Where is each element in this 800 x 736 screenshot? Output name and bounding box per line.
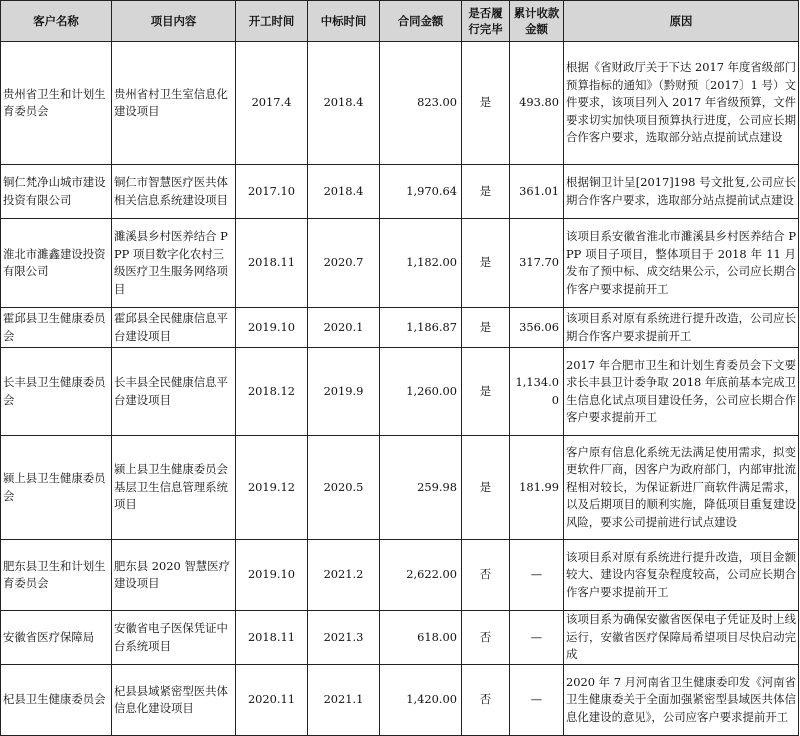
bid-time: 2020.1 — [308, 308, 380, 348]
fulfilled-status: 是 — [462, 308, 510, 348]
contract-amount: 1,420.00 — [380, 665, 462, 736]
reason-text: 该项目系对原有系统进行提升改造，公司应长期合作客户要求提前开工 — [564, 308, 799, 348]
start-time: 2019.10 — [236, 540, 308, 611]
received-amount: 361.01 — [510, 165, 564, 219]
header-contract-amount: 合同金额 — [380, 1, 462, 42]
fulfilled-status: 否 — [462, 540, 510, 611]
header-project: 项目内容 — [112, 1, 236, 42]
reason-text: 该项目系安徽省淮北市濉溪县乡村医养结合 PPP 项目子项目，整体项目于 2018 年 11 月发布了预中标、成交结果公示，公司应长期合作客户要求提前开工 — [564, 219, 799, 308]
table-row — [1, 540, 799, 611]
received-amount: — — [510, 540, 564, 611]
header-customer: 客户名称 — [1, 1, 112, 42]
project-content: 肥东县 2020 智慧医疗建设项目 — [112, 540, 236, 611]
fulfilled-status: 是 — [462, 42, 510, 165]
table-row — [1, 611, 799, 665]
customer-name: 肥东县卫生和计划生育委员会 — [1, 540, 112, 611]
reason-text: 根据铜卫计呈[2017]198 号文批复,公司应长期合作客户要求，选取部分站点提前试点建设 — [564, 165, 799, 219]
header-reason: 原因 — [564, 1, 799, 42]
received-amount: 493.80 — [510, 42, 564, 165]
project-content: 霍邱县全民健康信息平台建设项目 — [112, 308, 236, 348]
header-start-time: 开工时间 — [236, 1, 308, 42]
received-amount: — — [510, 665, 564, 736]
customer-name: 长丰县卫生健康委员会 — [1, 348, 112, 436]
bid-time: 2020.7 — [308, 219, 380, 308]
project-content: 铜仁市智慧医疗医共体相关信息系统建设项目 — [112, 165, 236, 219]
project-content: 贵州省村卫生室信息化建设项目 — [112, 42, 236, 165]
table-row — [1, 308, 799, 348]
start-time: 2018.11 — [236, 611, 308, 665]
received-amount: 181.99 — [510, 436, 564, 540]
reason-text: 2017 年合肥市卫生和计划生育委员会下文要求长丰县卫计委争取 2018 年底前基本完成卫生信息化试点项目建设任务，公司应长期合作客户要求提前开工 — [564, 348, 799, 436]
reason-text: 2020 年 7 月河南省卫生健康委印发《河南省卫生健康委关于全面加强紧密型县域医共体信息化建设的意见》，公司应客户要求提前开工 — [564, 665, 799, 736]
header-bid-time: 中标时间 — [308, 1, 380, 42]
bid-time: 2018.4 — [308, 42, 380, 165]
fulfilled-status: 是 — [462, 219, 510, 308]
received-amount: — — [510, 611, 564, 665]
bid-time: 2020.5 — [308, 436, 380, 540]
reason-text: 客户原有信息化系统无法满足使用需求，拟变更软件厂商，因客户为政府部门，内部审批流程相对较长，为保证新进厂商软件满足需求，以及后期项目的顺利实施，降低项目重复建设风险，要求公司提前进行试点建设 — [564, 436, 799, 540]
start-time: 2018.12 — [236, 348, 308, 436]
bid-time: 2019.9 — [308, 348, 380, 436]
start-time: 2017.4 — [236, 42, 308, 165]
start-time: 2019.12 — [236, 436, 308, 540]
contract-amount: 1,260.00 — [380, 348, 462, 436]
customer-name: 贵州省卫生和计划生育委员会 — [1, 42, 112, 165]
fulfilled-status: 是 — [462, 165, 510, 219]
reason-text: 该项目系对原有系统进行提升改造，项目金额较大、建设内容复杂程度较高，公司应长期合作客户要求提前开工 — [564, 540, 799, 611]
start-time: 2018.11 — [236, 219, 308, 308]
contract-amount: 1,182.00 — [380, 219, 462, 308]
customer-name: 霍邱县卫生健康委员会 — [1, 308, 112, 348]
table-row — [1, 165, 799, 219]
start-time: 2020.11 — [236, 665, 308, 736]
bid-time: 2021.1 — [308, 665, 380, 736]
project-content: 濉溪县乡村医养结合 PPP 项目数字化农村三级医疗卫生服务网络项目 — [112, 219, 236, 308]
bid-time: 2021.3 — [308, 611, 380, 665]
start-time: 2017.10 — [236, 165, 308, 219]
reason-text: 该项目系为确保安徽省医保电子凭证及时上线运行，安徽省医疗保障局希望项目尽快启动完成 — [564, 611, 799, 665]
contract-amount: 2,622.00 — [380, 540, 462, 611]
project-content: 杞县县域紧密型医共体信息化建设项目 — [112, 665, 236, 736]
fulfilled-status: 是 — [462, 436, 510, 540]
table-row — [1, 436, 799, 540]
contract-amount: 259.98 — [380, 436, 462, 540]
fulfilled-status: 否 — [462, 611, 510, 665]
header-row — [1, 1, 799, 42]
received-amount: 317.70 — [510, 219, 564, 308]
customer-name: 颍上县卫生健康委员会 — [1, 436, 112, 540]
table-row — [1, 348, 799, 436]
customer-name: 杞县卫生健康委员会 — [1, 665, 112, 736]
table-row — [1, 665, 799, 736]
customer-name: 安徽省医疗保障局 — [1, 611, 112, 665]
header-received-amount: 累计收款金额 — [510, 1, 564, 42]
project-content: 安徽省电子医保凭证中台系统项目 — [112, 611, 236, 665]
reason-text: 根据《省财政厅关于下达 2017 年度省级部门预算指标的通知》（黔财预〔2017〕1 号）文件要求，该项目列入 2017 年省级预算，文件要求切实加快项目预算执行进度，公司应长期合作客户要求，选取部分站点提前试点建设 — [564, 42, 799, 165]
header-fulfilled: 是否履行完毕 — [462, 1, 510, 42]
start-time: 2019.10 — [236, 308, 308, 348]
bid-time: 2018.4 — [308, 165, 380, 219]
project-content: 颍上县卫生健康委员会基层卫生信息管理系统项目 — [112, 436, 236, 540]
contract-amount: 618.00 — [380, 611, 462, 665]
fulfilled-status: 是 — [462, 348, 510, 436]
table-row — [1, 219, 799, 308]
contract-amount: 1,970.64 — [380, 165, 462, 219]
contract-amount: 1,186.87 — [380, 308, 462, 348]
contract-amount: 823.00 — [380, 42, 462, 165]
customer-name: 淮北市濉鑫建设投资有限公司 — [1, 219, 112, 308]
received-amount: 356.06 — [510, 308, 564, 348]
project-content: 长丰县全民健康信息平台建设项目 — [112, 348, 236, 436]
fulfilled-status: 否 — [462, 665, 510, 736]
table-row — [1, 42, 799, 165]
received-amount: 1,134.00 — [510, 348, 564, 436]
customer-name: 铜仁梵净山城市建设投资有限公司 — [1, 165, 112, 219]
bid-time: 2021.2 — [308, 540, 380, 611]
